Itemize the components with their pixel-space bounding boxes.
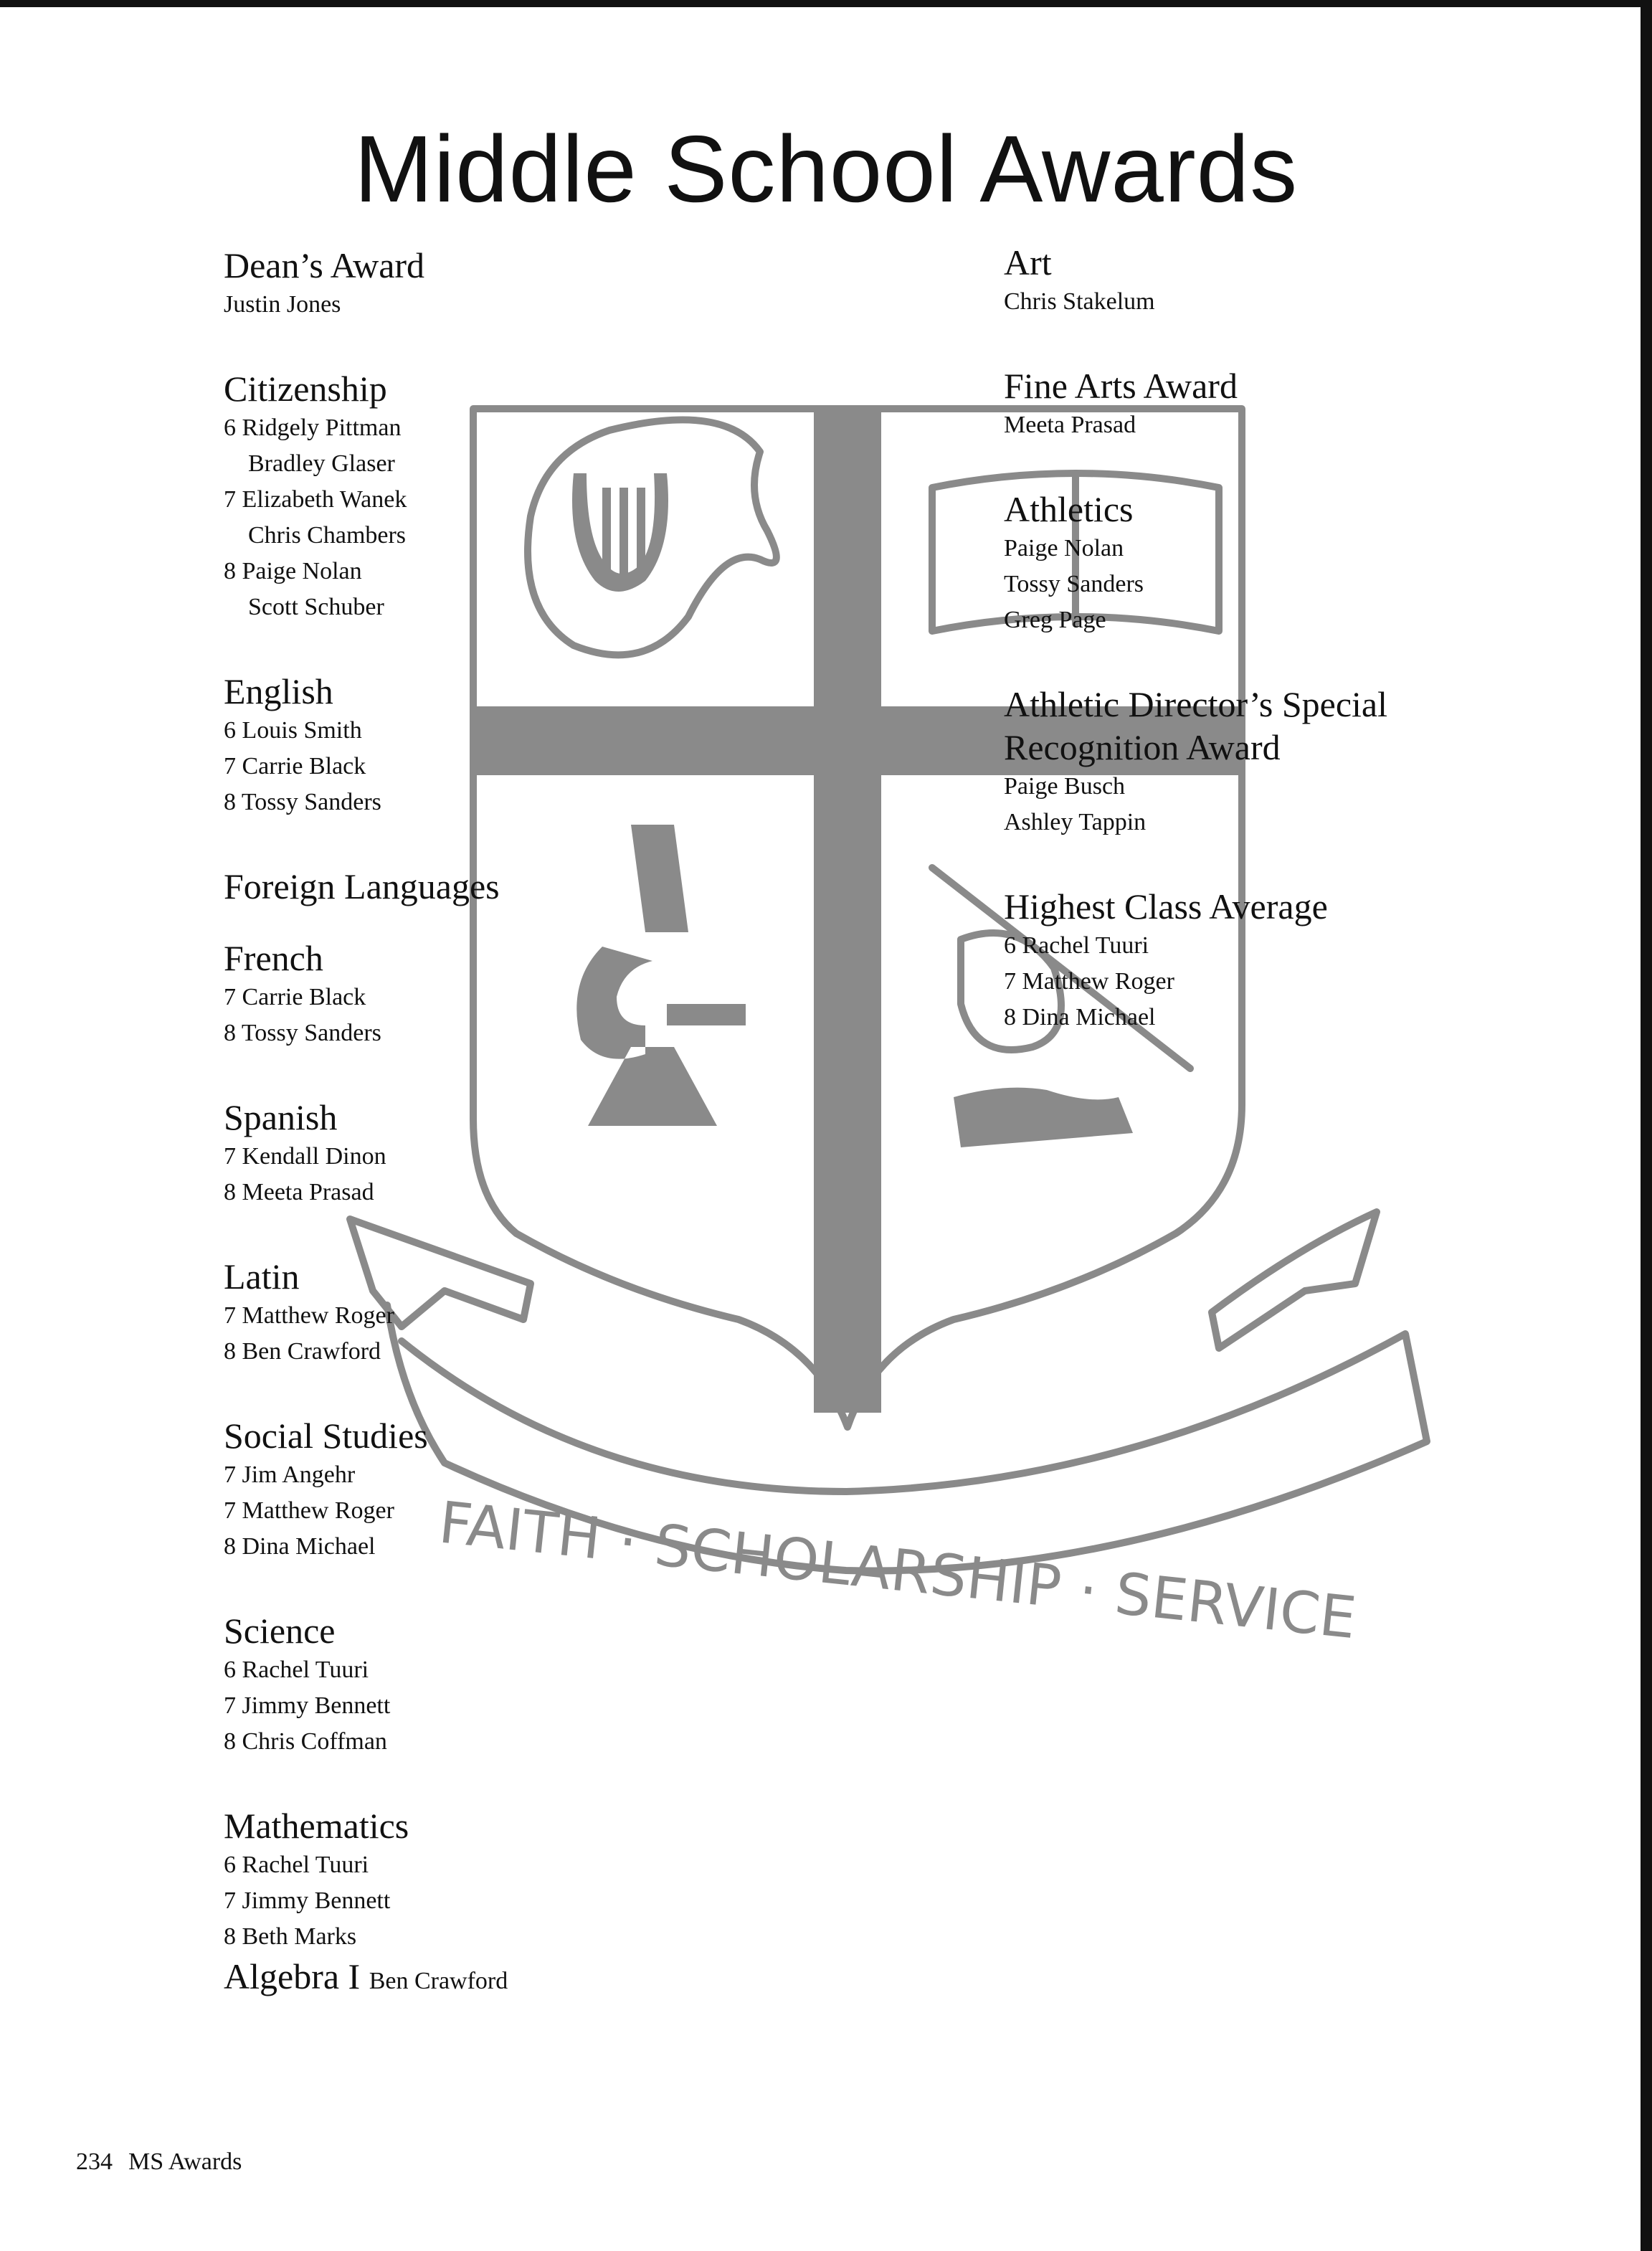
english-heading: English: [224, 671, 333, 711]
citizenship-line: Chris Chambers: [248, 522, 407, 549]
english: [224, 670, 840, 820]
citizenship-heading: Citizenship: [224, 369, 387, 409]
science-line: 6 Rachel Tuuri: [224, 1657, 369, 1683]
deans-award: [224, 244, 840, 323]
deans-award-heading: Dean’s Award: [224, 245, 425, 285]
spanish-heading: Spanish: [224, 1097, 338, 1137]
latin-heading: Latin: [224, 1256, 300, 1297]
french-heading: French: [224, 938, 323, 978]
citizenship-line: 6 Ridgely Pittman: [224, 414, 402, 441]
highest-average-heading: Highest Class Average: [1004, 886, 1328, 927]
athletic-directors-award: [1004, 683, 1620, 840]
citizenship-line: 7 Elizabeth Wanek: [224, 486, 407, 513]
english-line: 8 Tossy Sanders: [224, 789, 381, 815]
algebra-heading: Algebra I: [224, 1956, 361, 1996]
social-studies-heading: Social Studies: [224, 1416, 428, 1456]
french-line: 7 Carrie Black: [224, 984, 366, 1010]
french-line: 8 Tossy Sanders: [224, 1020, 381, 1046]
athletics-name: Paige Nolan: [1004, 535, 1124, 561]
athletics-name: Greg Page: [1004, 607, 1106, 633]
spanish-line: 8 Meeta Prasad: [224, 1179, 374, 1205]
art-name: Chris Stakelum: [1004, 288, 1155, 315]
foreign-languages-heading: Foreign Languages: [224, 866, 500, 906]
algebra-name: Ben Crawford: [369, 1968, 508, 1994]
foreign-languages: [224, 865, 840, 908]
mathematics-line: 8 Beth Marks: [224, 1923, 357, 1950]
latin-line: 7 Matthew Roger: [224, 1302, 394, 1329]
english-line: 6 Louis Smith: [224, 717, 362, 744]
spanish: [224, 1096, 840, 1210]
left-column: [224, 244, 840, 1998]
motto-text: FAITH · SCHOLARSHIP · SERVICE: [436, 1489, 1359, 1652]
right-column: [1004, 241, 1620, 1080]
science-line: 7 Jimmy Bennett: [224, 1692, 391, 1719]
mathematics-line: 6 Rachel Tuuri: [224, 1852, 369, 1878]
science-heading: Science: [224, 1611, 336, 1651]
page-number: 234: [76, 2148, 113, 2175]
fine-arts-heading: Fine Arts Award: [1004, 366, 1238, 406]
mathematics-heading: Mathematics: [224, 1806, 409, 1846]
footer-section-label: MS Awards: [128, 2148, 242, 2175]
highest-average-line: 7 Matthew Roger: [1004, 968, 1174, 995]
social-studies-line: 7 Matthew Roger: [224, 1497, 394, 1524]
athletic-directors-name: Paige Busch: [1004, 773, 1126, 800]
athletics-name: Tossy Sanders: [1004, 571, 1144, 597]
science: [224, 1609, 840, 1760]
banner-right-tail: [1212, 1212, 1377, 1348]
shoe-icon: [954, 1088, 1133, 1147]
english-line: 7 Carrie Black: [224, 753, 366, 779]
fine-arts-name: Meeta Prasad: [1004, 412, 1136, 438]
social-studies-line: 8 Dina Michael: [224, 1533, 376, 1560]
art-award: [1004, 241, 1620, 320]
algebra-row: [224, 1955, 840, 1998]
science-line: 8 Chris Coffman: [224, 1728, 387, 1755]
athletics: [1004, 488, 1620, 638]
french: [224, 937, 840, 1051]
citizenship-line: 8 Paige Nolan: [224, 558, 362, 584]
spanish-line: 7 Kendall Dinon: [224, 1143, 386, 1170]
social-studies-line: 7 Jim Angehr: [224, 1461, 356, 1488]
social-studies: [224, 1414, 840, 1565]
fine-arts-award: [1004, 364, 1620, 443]
highest-average-line: 8 Dina Michael: [1004, 1004, 1156, 1030]
art-heading: Art: [1004, 242, 1052, 283]
highest-class-average: [1004, 885, 1620, 1036]
athletics-heading: Athletics: [1004, 489, 1134, 529]
citizenship-line: Bradley Glaser: [248, 450, 395, 477]
athletic-directors-heading-2: Recognition Award: [1004, 727, 1281, 767]
deans-award-name: Justin Jones: [224, 291, 341, 318]
highest-average-line: 6 Rachel Tuuri: [1004, 932, 1149, 959]
page-title: Middle School Awards: [353, 116, 1299, 222]
athletic-directors-heading-1: Athletic Director’s Special: [1004, 684, 1388, 724]
citizenship: [224, 367, 840, 625]
page-footer: [76, 2148, 242, 2176]
mathematics-line: 7 Jimmy Bennett: [224, 1887, 391, 1914]
athletic-directors-name: Ashley Tappin: [1004, 809, 1147, 835]
latin: [224, 1255, 840, 1370]
mathematics: [224, 1804, 840, 1998]
citizenship-line: Scott Schuber: [248, 594, 384, 620]
latin-line: 8 Ben Crawford: [224, 1338, 381, 1365]
